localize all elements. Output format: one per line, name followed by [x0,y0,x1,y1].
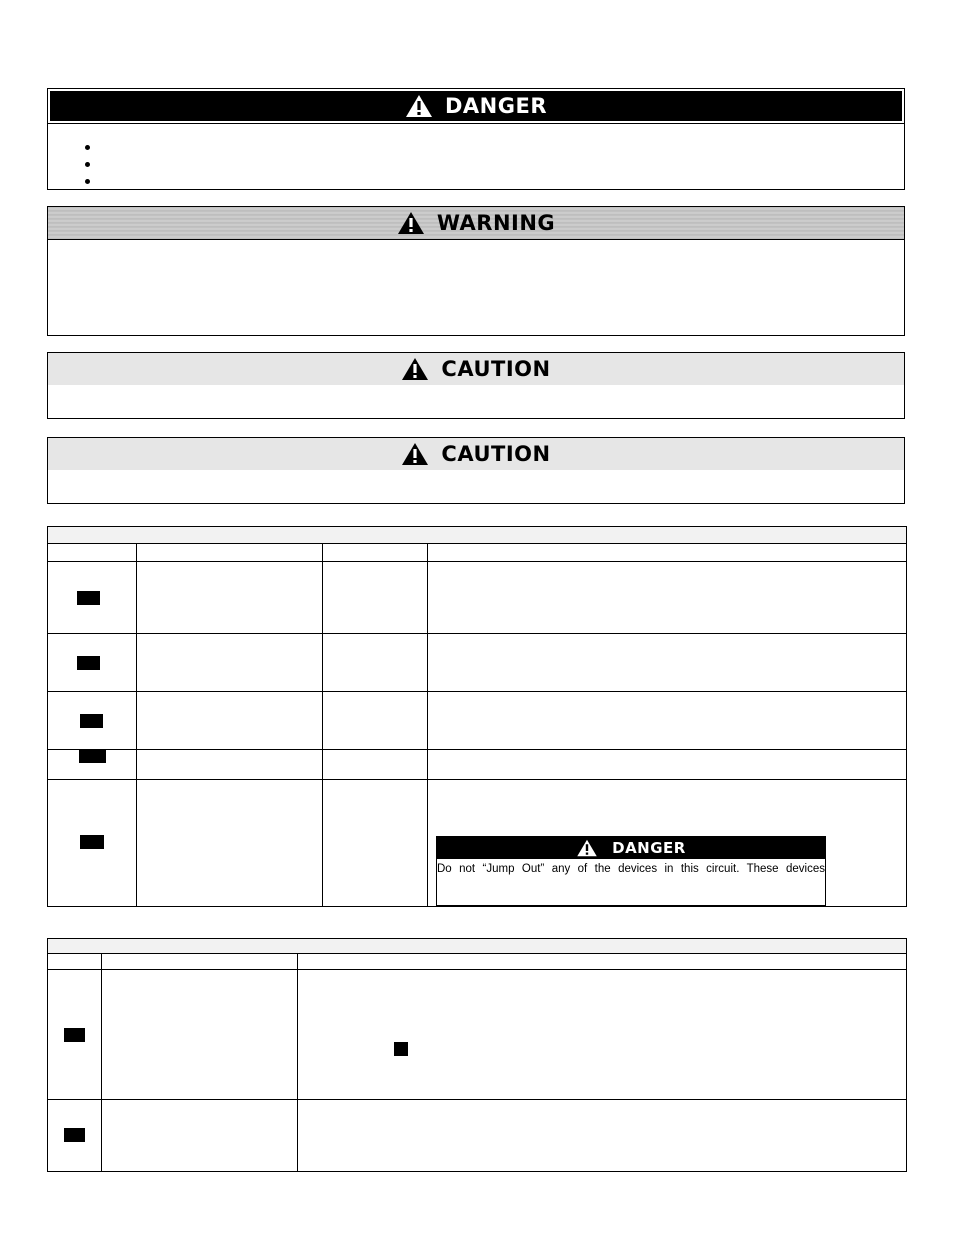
warning-triangle-icon [405,94,433,118]
diagnostic-table [47,938,907,1172]
caution-notice-2 [47,437,905,504]
code-indicator [64,1128,85,1142]
table-column-rule [427,543,428,907]
warning-triangle-icon [397,211,425,235]
code-indicator [79,749,106,763]
code-indicator [394,1042,408,1056]
caution-header-1 [48,353,904,385]
inner-danger-notice [436,836,826,906]
table-rule [48,779,906,780]
warning-title: WARNING [436,211,556,235]
table-rule [48,561,906,562]
danger-header [48,89,904,123]
fault-code-table [47,526,907,907]
warning-triangle-icon [401,442,429,466]
code-indicator [77,591,100,605]
table-rule [48,1099,906,1100]
code-indicator [80,714,103,728]
table-column-rule [136,543,137,907]
inner-danger-text: Do not “Jump Out” any of the devices in this circuit. These devices [437,863,825,875]
caution-title-2: CAUTION [441,442,551,466]
table-column-rule [322,543,323,907]
danger-title: DANGER [444,94,547,118]
table-column-rule [297,953,298,1172]
code-indicator [80,835,104,849]
table-rule [48,953,906,954]
table-caption-row [48,939,906,953]
inner-danger-header [437,837,825,859]
code-indicator [64,1028,85,1042]
caution-header-2 [48,438,904,470]
warning-header [48,207,904,240]
warning-triangle-icon [576,839,598,857]
table-column-rule [101,953,102,1172]
caution-notice-1 [47,352,905,419]
warning-triangle-icon [401,357,429,381]
warning-notice [47,206,905,336]
code-indicator [77,656,100,670]
caution-title-1: CAUTION [441,357,551,381]
table-rule [48,969,906,970]
table-rule [48,749,906,750]
table-rule [48,543,906,544]
table-caption-row [48,527,906,543]
table-rule [48,633,906,634]
inner-danger-title: DANGER [612,839,686,857]
danger-notice [47,88,905,190]
table-rule [48,691,906,692]
